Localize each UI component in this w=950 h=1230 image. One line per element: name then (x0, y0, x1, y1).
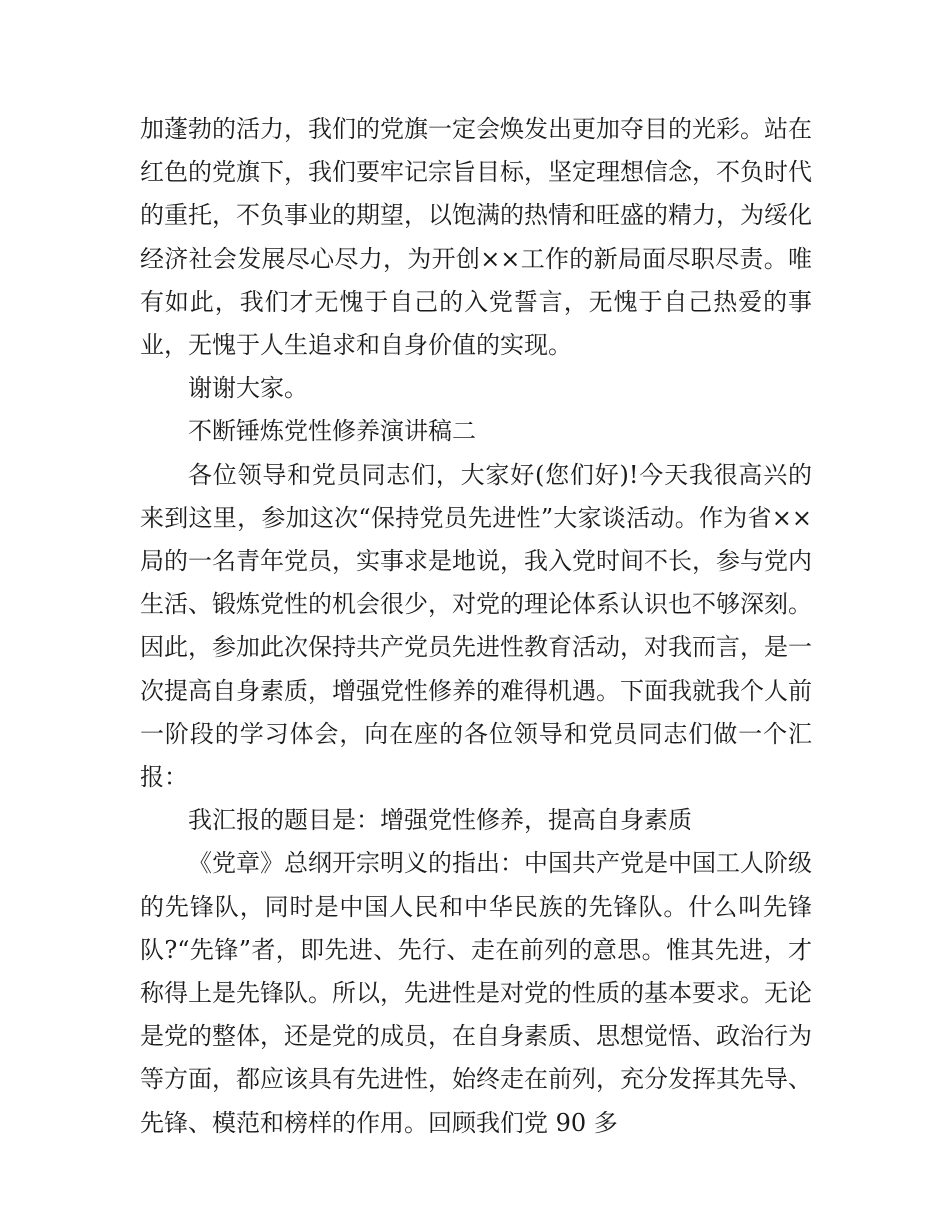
report-topic: 我汇报的题目是：增强党性修养，提高自身素质 (188, 806, 692, 835)
paragraph-thanks: 谢谢大家。 (188, 374, 308, 403)
paragraph-party-constitution: 《党章》总纲开宗明义的指出：中国共产党是中国工人阶级的先锋队，同时是中国人民和中华民族的先锋队。什么叫先锋队?“先锋”者，即先进、先行、走在前列的意思。惟其先进，才称得上是先锋队。所以，先进性是对党的性质的基本要求。无论是党的整体，还是党的成员，在自身素质、思想觉悟、政治行为等方面，都应该具有先进性，始终走在前列，充分发挥其先导、先锋、模范和榜样的作用。回顾我们党 90 多 (140, 849, 812, 1137)
paragraph-closing-continuation: 加蓬勃的活力，我们的党旗一定会焕发出更加夺目的光彩。站在红色的党旗下，我们要牢记宗旨目标，坚定理想信念，不负时代的重托，不负事业的期望，以饱满的热情和旺盛的精力，为绥化经济社会发展尽心尽力，为开创××工作的新局面尽职尽责。唯有如此，我们才无愧于自己的入党誓言，无愧于自己热爱的事业，无愧于人生追求和自身价值的实现。 (140, 115, 812, 360)
document-page (140, 108, 812, 1145)
paragraph-greeting: 各位领导和党员同志们，大家好(您们好)!今天我很高兴的来到这里，参加这次“保持党员先进性”大家谈活动。作为省××局的一名青年党员，实事求是地说，我入党时间不长，参与党内生活、锻炼党性的机会很少，对党的理论体系认识也不够深刻。因此，参加此次保持共产党员先进性教育活动，对我而言，是一次提高自身素质，增强党性修养的难得机遇。下面我就我个人前一阶段的学习体会，向在座的各位领导和党员同志们做一个汇报： (140, 460, 812, 792)
speech-two-title: 不断锤炼党性修养演讲稿二 (188, 417, 476, 446)
